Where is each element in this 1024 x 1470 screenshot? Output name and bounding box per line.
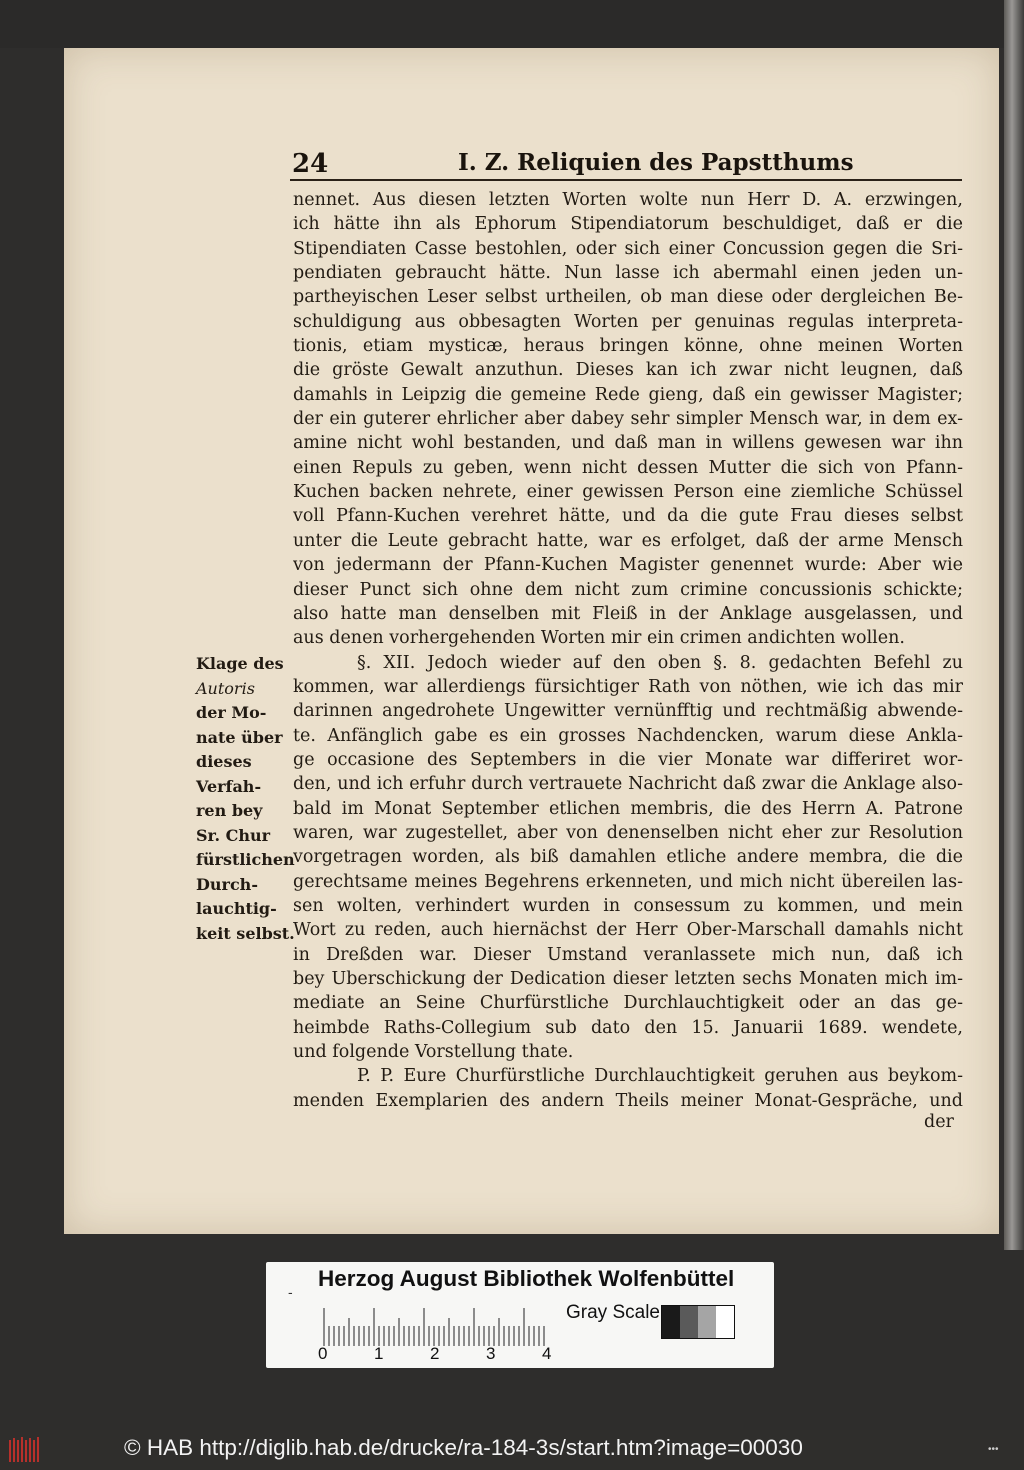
text-line: bey Uberschickung der Dedication dieser letzten sechs Monaten mich im- [293, 969, 963, 989]
text-line: ge occasione des Septembers in die vier Monate war differiret wor- [293, 749, 963, 770]
hab-logo-icon [8, 1436, 42, 1464]
text-line: schuldigung aus obbesagten Worten per genuinas regulas interpreta- [293, 311, 963, 332]
text-line: heimbde Raths-Collegium sub dato den 15. Januarii 1689. wendete, [293, 1017, 963, 1038]
text-line: kommen, war allerdiengs fürsichtiger Rath von nöthen, wie ich das mir [293, 676, 963, 697]
text-line: darinnen angedrohete Ungewitter vernünfftig und rechtmäßig abwende- [293, 701, 963, 722]
text-line: Wort zu reden, auch hiernächst der Herr Ober-Marschall damahls nicht [293, 920, 963, 941]
text-line: damahls in Leipzig die gemeine Rede gieng, daß ein gewisser Magister; [293, 384, 963, 405]
text-line: bald im Monat September etlichen membris, die des Herrn A. Patrone [293, 798, 963, 819]
text-line: der ein guterer ehrlicher aber dabey sehr simpler Mensch war, in dem ex- [293, 409, 963, 430]
margin-note-line: ren bey [196, 801, 263, 820]
text-line: Stipendiaten Casse bestohlen, oder sich einer Concussion gegen die Sri- [293, 238, 963, 259]
header-rule [290, 179, 962, 181]
text-line: nennet. Aus diesen letzten Worten wolte nun Herr D. A. erzwingen, [293, 190, 963, 210]
text-line: P. P. Eure Churfürstliche Durchlauchtigkeit geruhen aus beykom- [357, 1066, 963, 1087]
ruler-numbers [318, 1344, 568, 1366]
ruler-number: 3 [486, 1344, 496, 1363]
margin-note-line: der Mo- [196, 703, 267, 722]
scan-page-edge [1004, 0, 1024, 1250]
margin-note-line: Autoris [196, 678, 255, 698]
margin-note-line: lauchtig- [196, 899, 277, 918]
text-line: §. XII. Jedoch wieder auf den oben §. 8. gedachten Befehl zu [357, 652, 963, 673]
text-line: voll Pfann-Kuchen verehret hätte, und da die gute Frau dieses selbst [293, 506, 963, 527]
text-line: menden Exemplarien des andern Theils meiner Monat-Gespräche, und [293, 1090, 963, 1111]
text-line: unter die Leute gebracht hatte, war es erfolget, daß der arme Mensch [293, 530, 963, 551]
margin-note-line: Klage des [196, 654, 284, 673]
scan-background-top [0, 0, 1024, 48]
text-line: gerechtsame meines Begehrens erkenneten, und mich nicht übereilen las- [293, 871, 963, 892]
gray-patch [698, 1306, 716, 1338]
ruler-scale [322, 1306, 552, 1346]
margin-note-line: nate über [196, 727, 283, 747]
text-line: aus denen vorhergehenden Worten mir ein crimen andichten wollen. [293, 628, 905, 649]
margin-note-line: fürstlichen [196, 850, 295, 869]
text-line: dieser Punct sich ohne dem nicht zum crimine concussionis schickte; [293, 579, 963, 600]
main-text-block [293, 188, 963, 1113]
text-line: sen wolten, verhindert wurden in consessum zu kommen, und mein [293, 895, 963, 916]
card-mark: - [288, 1284, 293, 1300]
gray-patch [716, 1306, 734, 1338]
page-header [290, 143, 970, 181]
text-line: waren, war zugestellet, aber von denenselben nicht eher zur Resolution [293, 822, 963, 843]
margin-note-line: keit selbst. [196, 923, 295, 943]
copyright-url[interactable]: © HAB http://diglib.hab.de/drucke/ra-184-3s/start.htm?image=00030 [124, 1435, 803, 1460]
ruler-number: 1 [374, 1344, 384, 1363]
text-line: von jedermann der Pfann-Kuchen Magister genennet wurde: Aber wie [293, 555, 963, 576]
running-title: I. Z. Reliquien des Papstthums [458, 149, 854, 176]
gray-scale-swatch [661, 1305, 735, 1339]
text-line: vorgetragen worden, als biß damahlen etliche andere membra, die die [293, 847, 963, 868]
more-dots-icon[interactable]: ••• [988, 1444, 999, 1455]
margin-note-line: Sr. Chur [196, 825, 271, 845]
ruler-number: 0 [318, 1344, 328, 1363]
text-line: in Dreßden war. Dieser Umstand veranlassete mich nun, daß ich [293, 944, 963, 965]
text-line: tionis, etiam mysticæ, heraus bringen könne, ohne meinen Worten [293, 336, 963, 357]
text-line: Kuchen backen nehrete, einer gewissen Person eine ziemliche Schüssel [293, 482, 963, 503]
text-line: also hatte man denselben mit Fleiß in der Anklage ausgelassen, und [293, 603, 963, 624]
gray-patch [680, 1306, 698, 1338]
text-line: einen Repuls zu geben, wenn nicht dessen Mutter die sich von Pfann- [293, 457, 963, 478]
margin-note-line: dieses [196, 752, 252, 771]
text-line: partheyischen Leser selbst urtheilen, ob man diese oder dergleichen Be- [293, 287, 963, 308]
margin-note [196, 652, 298, 946]
text-line: te. Anfänglich gabe es ein grosses Nachdencken, warum diese Ankla- [293, 725, 963, 746]
text-line: die gröste Gewalt anzuthun. Dieses kan ich zwar nicht leugnen, daß [293, 360, 963, 381]
text-line: ich hätte ihn als Ephorum Stipendiatorum beschuldiget, daß er die [293, 214, 963, 235]
ruler-number: 4 [542, 1344, 552, 1363]
page-number: 24 [292, 149, 329, 179]
gray-scale-label: Gray Scale [566, 1302, 660, 1323]
margin-note-line: Verfah- [196, 776, 262, 796]
gray-patch [662, 1306, 680, 1338]
ruler-number: 2 [430, 1344, 440, 1363]
card-title: Herzog August Bibliothek Wolfenbüttel [318, 1266, 735, 1291]
text-line: und folgende Vorstellung thate. [293, 1042, 574, 1063]
text-line: pendiaten gebraucht hätte. Nun lasse ich abermahl einen jeden un- [293, 263, 963, 284]
text-line: amine nicht wohl bestanden, und daß man in willens gewesen war ihn [293, 433, 963, 454]
footer-bar [0, 1430, 1024, 1470]
color-calibration-card [266, 1262, 774, 1368]
text-line: den, und ich erfuhr durch vertrauete Nachricht daß zwar die Anklage also- [293, 774, 963, 795]
text-line: mediate an Seine Churfürstliche Durchlauchtigkeit oder an das ge- [293, 993, 963, 1014]
catchword: der [924, 1112, 954, 1132]
margin-note-line: Durch- [196, 874, 258, 894]
